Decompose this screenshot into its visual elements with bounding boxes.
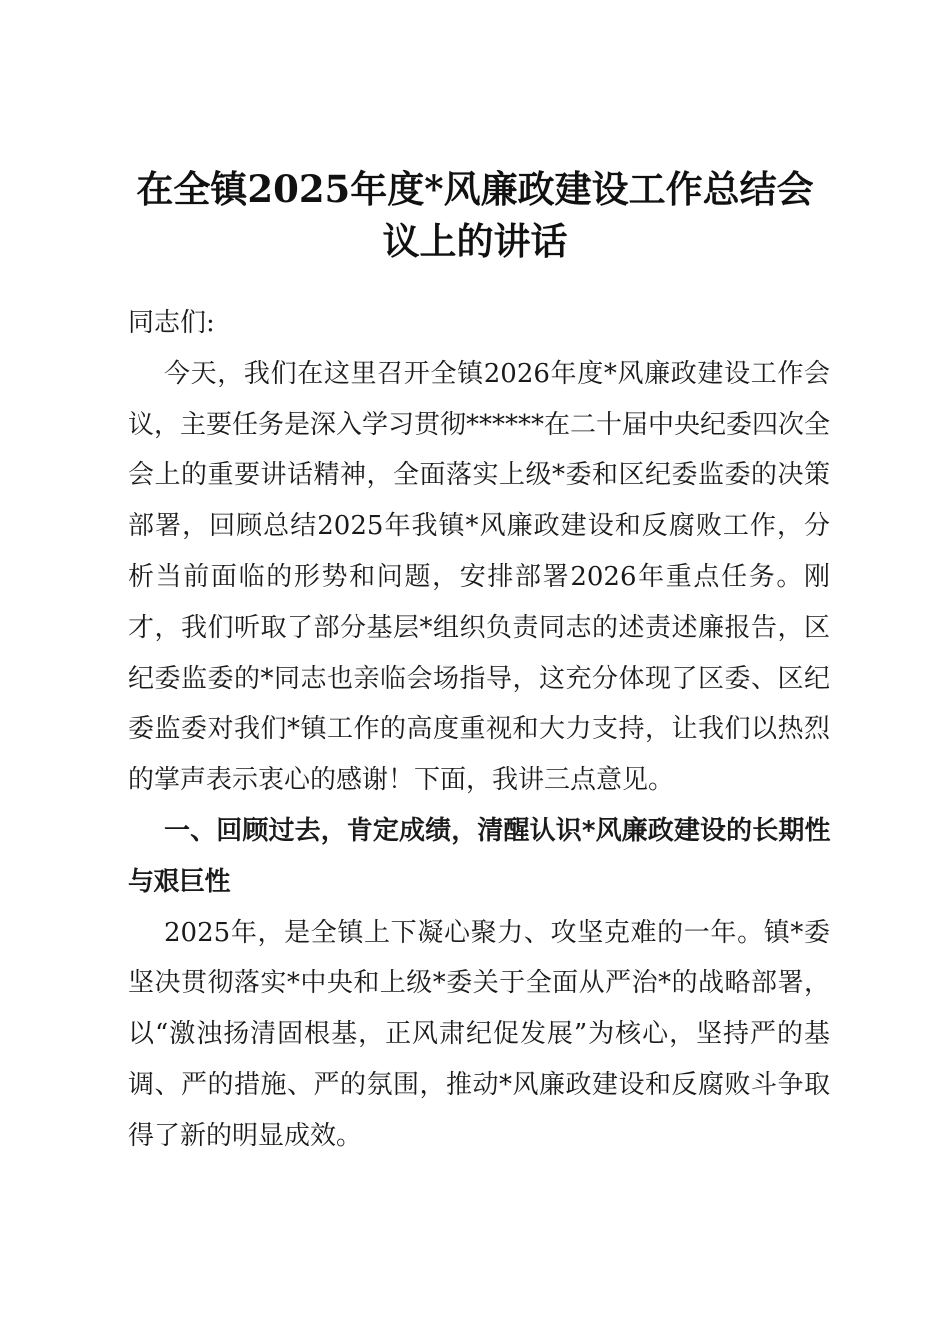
salutation: 同志们: (128, 308, 215, 338)
section-paragraph: 2025年，是全镇上下凝心聚力、攻坚克难的一年。镇*委坚决贯彻落实*中央和上级*委关于全面从严治*的战略部署，以“激浊扬清固根基，正风肃纪促发展”为核心，坚持严的基调、严的措施、严的氛围，推动*风廉政建设和反腐败斗争取得了新的明显成效。 (128, 917, 830, 1151)
document-body (128, 298, 830, 1162)
section-heading: 一、回顾过去，肯定成绩，清醒认识*风廉政建设的长期性与艰巨性 (128, 815, 830, 897)
opening-paragraph: 今天，我们在这里召开全镇2026年度*风廉政建设工作会议，主要任务是深入学习贯彻******在二十届中央纪委四次全会上的重要讲话精神，全面落实上级*委和区纪委监委的决策部署，回顾总结2025年我镇*风廉政建设和反腐败工作，分析当前面临的形势和问题，安排部署2026年重点任务。刚才，我们听取了部分基层*组织负责同志的述责述廉报告，区纪委监委的*同志也亲临会场指导，这充分体现了区委、区纪委监委对我们*镇工作的高度重视和大力支持，让我们以热烈的掌声表示衷心的感谢！下面，我讲三点意见。 (128, 358, 831, 796)
document-title: 在全镇2025年度*风廉政建设工作总结会议上的讲话 (136, 167, 814, 263)
